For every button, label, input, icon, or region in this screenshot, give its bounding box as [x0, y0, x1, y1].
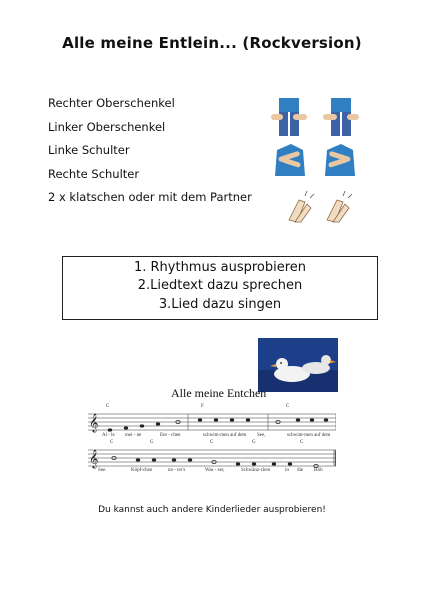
step-left-thigh: Linker Oberschenkel [48, 119, 166, 134]
lyric: Schwänz-chen [241, 468, 271, 473]
instruction-1: 1. Rhythmus ausprobieren [133, 260, 307, 275]
music-staff-2 [88, 446, 336, 470]
lyric: die [297, 468, 304, 473]
lyric: See, [257, 433, 266, 438]
chord: C [106, 404, 110, 409]
instructions-box [62, 256, 378, 320]
chord: C [286, 404, 290, 409]
step-clap: 2 x klatschen oder mit dem Partner [48, 190, 252, 204]
lyric: Höh [314, 468, 323, 473]
step-right-shoulder: Rechte Schulter [48, 166, 140, 181]
step-right-thigh: Rechter Oberschenkel [48, 96, 175, 110]
chord: G [150, 440, 154, 445]
music-staff-1 [88, 410, 336, 434]
lyric: Was - ser, [205, 468, 225, 473]
lyric: See. [98, 468, 107, 473]
svg-text:𝄞: 𝄞 [89, 413, 99, 432]
chord: C [210, 440, 214, 445]
instruction-3: 3.Lied dazu singen [158, 297, 282, 312]
chord: C [300, 440, 304, 445]
lyric: schwim-men auf dem [287, 433, 331, 438]
lyric: Ent - chen [160, 433, 181, 438]
chord: C [110, 440, 114, 445]
lyric: schwim-men auf dem [203, 433, 247, 438]
lyric: Al - le [102, 433, 115, 438]
lyric: un - ter's [168, 468, 186, 473]
clapping-hands-icon [285, 190, 355, 224]
chord: G [252, 440, 256, 445]
movement-steps [48, 96, 252, 214]
page-title: Alle meine Entlein... (Rockversion) [62, 34, 362, 52]
step-left-shoulder: Linke Schulter [48, 143, 130, 157]
svg-text:𝄞: 𝄞 [89, 449, 99, 468]
chord: F [201, 404, 204, 409]
duck-photo [258, 338, 338, 392]
lyric: mei - ne [125, 433, 142, 438]
instruction-2: 2.Liedtext dazu sprechen [137, 278, 303, 293]
song-title: Alle meine Entchen [171, 386, 267, 400]
shoulder-cross-icon [273, 144, 357, 176]
lyric: Köpf-chen [131, 468, 153, 473]
footer-note: Du kannst auch andere Kinderlieder ausprobieren! [98, 505, 326, 515]
lyric: in [285, 468, 289, 473]
thigh-tap-icon [271, 98, 359, 136]
